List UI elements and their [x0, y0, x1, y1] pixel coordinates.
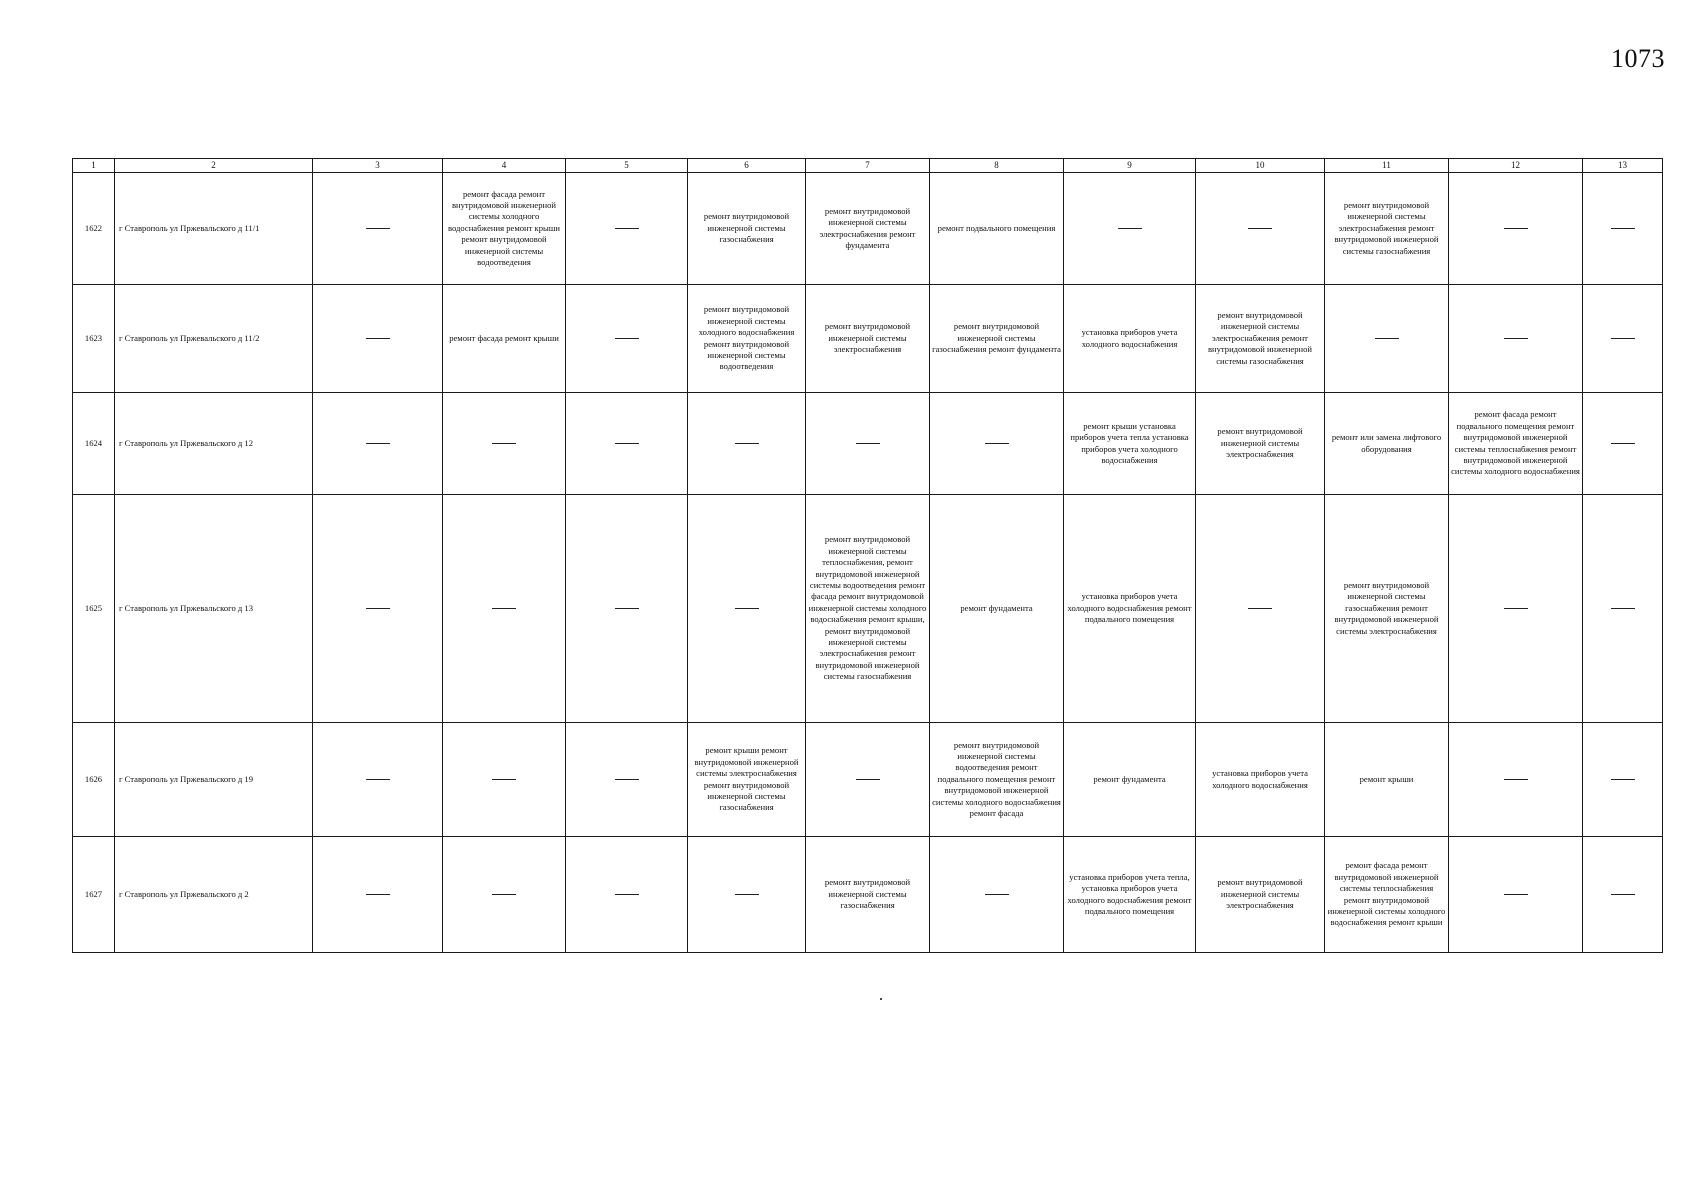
empty-cell [313, 723, 443, 837]
empty-cell [566, 837, 688, 953]
dash-mark [1504, 338, 1528, 339]
empty-cell [1325, 285, 1449, 393]
work-description-cell: ремонт внутридомовой инженерной системы электроснабжения ремонт внутридомовой инженерной системы газоснабжения [1196, 285, 1325, 393]
row-number: 1622 [73, 173, 115, 285]
column-number-row [73, 159, 1663, 173]
work-description-cell: ремонт подвального помещения [930, 173, 1064, 285]
empty-cell [313, 285, 443, 393]
dash-mark [1611, 443, 1635, 444]
work-description-cell: ремонт крыши ремонт внутридомовой инженерной системы электроснабжения ремонт внутридомовой инженерной системы газоснабжения [688, 723, 806, 837]
column-header-9: 9 [1064, 159, 1196, 173]
dash-mark [1248, 608, 1272, 609]
dash-mark [1504, 894, 1528, 895]
work-description-cell: ремонт внутридомовой инженерной системы водоотведения ремонт подвального помещения ремонт внутридомовой инженерной системы холодного водоснабжения ремонт фасада [930, 723, 1064, 837]
row-number: 1625 [73, 495, 115, 723]
dash-mark [1118, 228, 1142, 229]
empty-cell [1064, 173, 1196, 285]
row-number: 1623 [73, 285, 115, 393]
dash-mark [366, 608, 390, 609]
empty-cell [313, 173, 443, 285]
work-description-cell: ремонт фасада ремонт крыши [443, 285, 566, 393]
work-description-cell: ремонт внутридомовой инженерной системы газоснабжения ремонт внутридомовой инженерной системы электроснабжения [1325, 495, 1449, 723]
work-description-cell: ремонт внутридомовой инженерной системы газоснабжения ремонт фундамента [930, 285, 1064, 393]
work-description-cell: установка приборов учета холодного водоснабжения ремонт подвального помещения [1064, 495, 1196, 723]
page-number: 1073 [1611, 44, 1665, 73]
dash-mark [615, 608, 639, 609]
column-header-8: 8 [930, 159, 1064, 173]
table-row [73, 495, 1663, 723]
empty-cell [1449, 723, 1583, 837]
dash-mark [856, 443, 880, 444]
address-cell: г Ставрополь ул Пржевальского д 11/2 [115, 285, 313, 393]
dash-mark [1504, 608, 1528, 609]
column-header-2: 2 [115, 159, 313, 173]
empty-cell [313, 393, 443, 495]
empty-cell [313, 495, 443, 723]
column-header-4: 4 [443, 159, 566, 173]
dash-mark [985, 443, 1009, 444]
dash-mark [856, 779, 880, 780]
empty-cell [313, 837, 443, 953]
column-header-10: 10 [1196, 159, 1325, 173]
empty-cell [1449, 837, 1583, 953]
empty-cell [443, 393, 566, 495]
dash-mark [735, 894, 759, 895]
column-header-6: 6 [688, 159, 806, 173]
table-row [73, 837, 1663, 953]
table-row [73, 173, 1663, 285]
row-number: 1626 [73, 723, 115, 837]
work-description-cell: ремонт внутридомовой инженерной системы электроснабжения ремонт внутридомовой инженерной системы газоснабжения [1325, 173, 1449, 285]
empty-cell [1196, 495, 1325, 723]
dash-mark [366, 338, 390, 339]
work-description-cell: ремонт внутридомовой инженерной системы электроснабжения [1196, 393, 1325, 495]
row-number: 1627 [73, 837, 115, 953]
column-header-5: 5 [566, 159, 688, 173]
address-cell: г Ставрополь ул Пржевальского д 13 [115, 495, 313, 723]
empty-cell [806, 723, 930, 837]
scan-speck [880, 998, 882, 1000]
work-description-cell: ремонт фасада ремонт подвального помещения ремонт внутридомовой инженерной системы теплоснабжения ремонт внутридомовой инженерной системы холодного водоснабжения [1449, 393, 1583, 495]
row-number: 1624 [73, 393, 115, 495]
dash-mark [1504, 228, 1528, 229]
table-row [73, 285, 1663, 393]
empty-cell [1583, 393, 1663, 495]
empty-cell [1583, 173, 1663, 285]
dash-mark [1611, 228, 1635, 229]
empty-cell [688, 393, 806, 495]
column-header-3: 3 [313, 159, 443, 173]
dash-mark [1611, 779, 1635, 780]
work-description-cell: ремонт внутридомовой инженерной системы электроснабжения [1196, 837, 1325, 953]
empty-cell [566, 173, 688, 285]
empty-cell [443, 495, 566, 723]
empty-cell [1449, 173, 1583, 285]
empty-cell [566, 495, 688, 723]
table-row [73, 723, 1663, 837]
work-description-cell: установка приборов учета холодного водоснабжения [1064, 285, 1196, 393]
dash-mark [1504, 779, 1528, 780]
dash-mark [366, 443, 390, 444]
work-description-cell: ремонт внутридомовой инженерной системы теплоснабжения, ремонт внутридомовой инженерной системы водоотведения ремонт фасада ремонт внутридомовой инженерной системы холодного водоснабжения ремонт крыши, ремонт внутридомовой инженерной системы электроснабжения ремонт внутридомовой инженерной системы газоснабжения [806, 495, 930, 723]
address-cell: г Ставрополь ул Пржевальского д 11/1 [115, 173, 313, 285]
empty-cell [806, 393, 930, 495]
dash-mark [492, 608, 516, 609]
work-description-cell: ремонт крыши установка приборов учета тепла установка приборов учета холодного водоснабжения [1064, 393, 1196, 495]
dash-mark [366, 779, 390, 780]
work-description-cell: ремонт или замена лифтового оборудования [1325, 393, 1449, 495]
address-cell: г Ставрополь ул Пржевальского д 2 [115, 837, 313, 953]
column-header-13: 13 [1583, 159, 1663, 173]
dash-mark [1611, 338, 1635, 339]
work-description-cell: ремонт внутридомовой инженерной системы холодного водоснабжения ремонт внутридомовой инженерной системы водоотведения [688, 285, 806, 393]
dash-mark [492, 779, 516, 780]
work-description-cell: установка приборов учета холодного водоснабжения [1196, 723, 1325, 837]
empty-cell [1583, 285, 1663, 393]
dash-mark [1611, 608, 1635, 609]
empty-cell [566, 393, 688, 495]
empty-cell [1583, 723, 1663, 837]
dash-mark [615, 228, 639, 229]
empty-cell [443, 723, 566, 837]
column-header-12: 12 [1449, 159, 1583, 173]
column-header-7: 7 [806, 159, 930, 173]
dash-mark [492, 443, 516, 444]
empty-cell [1583, 495, 1663, 723]
dash-mark [615, 443, 639, 444]
work-description-cell: ремонт фасада ремонт внутридомовой инженерной системы холодного водоснабжения ремонт крыши ремонт внутридомовой инженерной системы водоотведения [443, 173, 566, 285]
empty-cell [688, 495, 806, 723]
dash-mark [492, 894, 516, 895]
work-description-cell: ремонт фундамента [1064, 723, 1196, 837]
dash-mark [985, 894, 1009, 895]
empty-cell [566, 285, 688, 393]
empty-cell [930, 837, 1064, 953]
address-cell: г Ставрополь ул Пржевальского д 19 [115, 723, 313, 837]
dash-mark [615, 338, 639, 339]
empty-cell [1196, 173, 1325, 285]
empty-cell [1449, 495, 1583, 723]
dash-mark [1611, 894, 1635, 895]
empty-cell [566, 723, 688, 837]
work-description-cell: установка приборов учета тепла, установка приборов учета холодного водоснабжения ремонт подвального помещения [1064, 837, 1196, 953]
work-description-cell: ремонт внутридомовой инженерной системы электроснабжения [806, 285, 930, 393]
empty-cell [930, 393, 1064, 495]
column-header-1: 1 [73, 159, 115, 173]
empty-cell [1449, 285, 1583, 393]
empty-cell [688, 837, 806, 953]
work-description-cell: ремонт внутридомовой инженерной системы газоснабжения [806, 837, 930, 953]
empty-cell [1583, 837, 1663, 953]
dash-mark [1248, 228, 1272, 229]
work-description-cell: ремонт фундамента [930, 495, 1064, 723]
dash-mark [735, 443, 759, 444]
dash-mark [735, 608, 759, 609]
dash-mark [366, 228, 390, 229]
work-description-cell: ремонт фасада ремонт внутридомовой инженерной системы теплоснабжения ремонт внутридомовой инженерной системы холодного водоснабжения ремонт крыши [1325, 837, 1449, 953]
work-description-cell: ремонт внутридомовой инженерной системы электроснабжения ремонт фундамента [806, 173, 930, 285]
column-header-11: 11 [1325, 159, 1449, 173]
address-cell: г Ставрополь ул Пржевальского д 12 [115, 393, 313, 495]
dash-mark [1375, 338, 1399, 339]
dash-mark [366, 894, 390, 895]
empty-cell [443, 837, 566, 953]
dash-mark [615, 779, 639, 780]
repair-schedule-table [72, 158, 1663, 953]
work-description-cell: ремонт внутридомовой инженерной системы газоснабжения [688, 173, 806, 285]
work-description-cell: ремонт крыши [1325, 723, 1449, 837]
table-row [73, 393, 1663, 495]
dash-mark [615, 894, 639, 895]
